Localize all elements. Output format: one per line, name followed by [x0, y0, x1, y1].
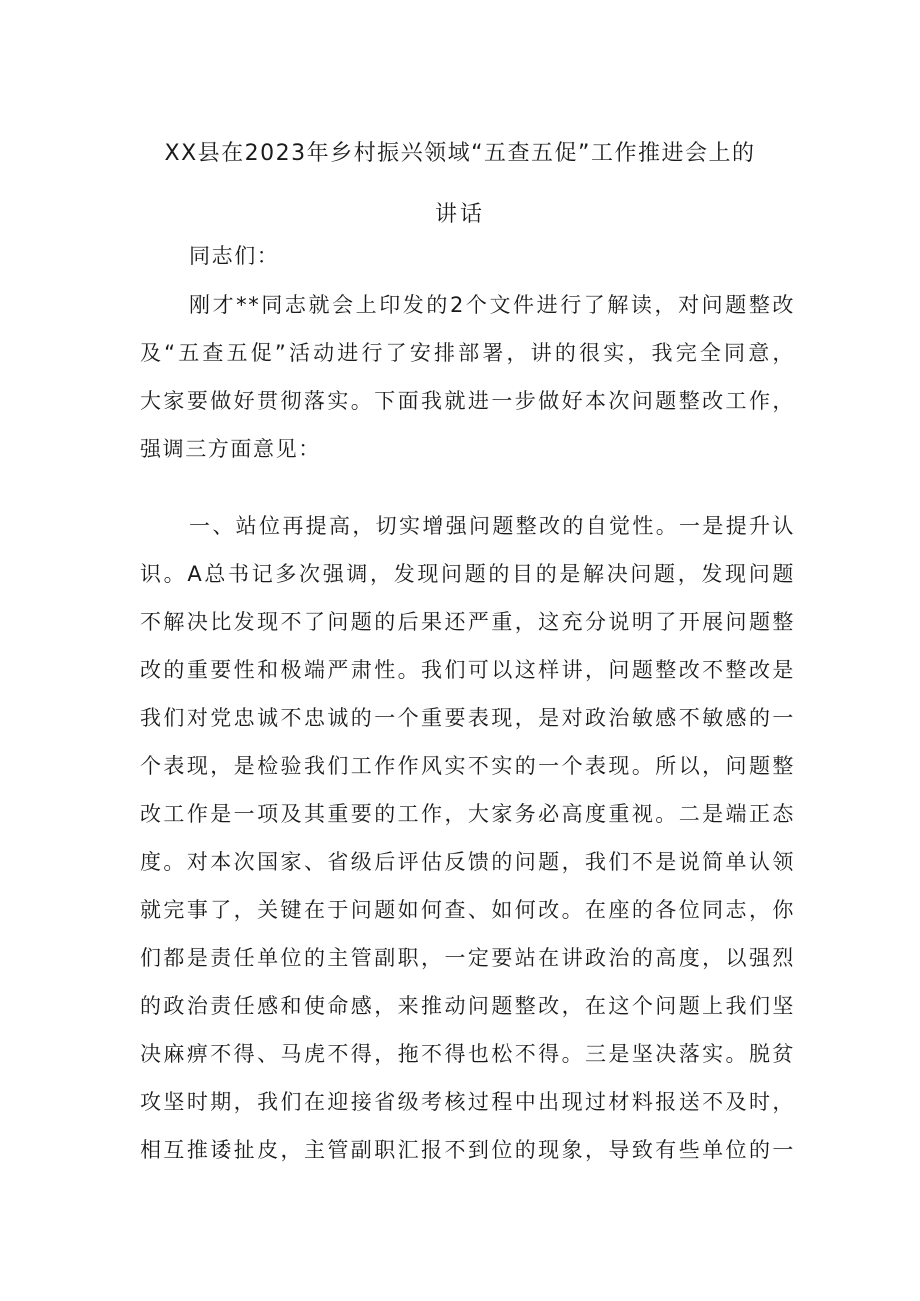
salutation: 同志们： [189, 244, 280, 268]
document-title-line-1: XX县在2023年乡村振兴领域“五查五促”工作推进会上的 [164, 141, 756, 166]
paragraph-1-line-3: 大家要做好贯彻落实。下面我就进一步做好本次问题整改工作， [140, 389, 795, 413]
paragraph-2-line-12: 决麻痹不得、马虎不得，拖不得也松不得。三是坚决落实。脱贫 [140, 1042, 795, 1066]
document-title-line-2: 讲话 [434, 202, 485, 227]
paragraph-2-line-2: 识。A总书记多次强调，发现问题的目的是解决问题，发现问题 [140, 562, 795, 586]
paragraph-2-line-13: 攻坚时期，我们在迎接省级考核过程中出现过材料报送不及时， [140, 1090, 795, 1114]
paragraph-2-line-3: 不解决比发现不了问题的后果还严重，这充分说明了开展问题整 [140, 610, 795, 634]
paragraph-2-line-8: 度。对本次国家、省级后评估反馈的问题，我们不是说简单认领 [140, 850, 795, 874]
paragraph-1-line-1: 刚才**同志就会上印发的2个文件进行了解读，对问题整改 [189, 293, 795, 317]
paragraph-2-line-9: 就完事了，关键在于问题如何查、如何改。在座的各位同志，你 [140, 898, 795, 922]
paragraph-2-line-7: 改工作是一项及其重要的工作，大家务必高度重视。二是端正态 [140, 802, 795, 826]
paragraph-2-line-10: 们都是责任单位的主管副职，一定要站在讲政治的高度，以强烈 [140, 946, 795, 970]
paragraph-2-line-14: 相互推诿扯皮，主管副职汇报不到位的现象，导致有些单位的一 [140, 1138, 795, 1162]
paragraph-1-line-4: 强调三方面意见： [140, 437, 321, 461]
paragraph-1-line-2: 及“五查五促”活动进行了安排部署，讲的很实，我完全同意， [140, 341, 795, 365]
paragraph-2-line-1: 一、站位再提高，切实增强问题整改的自觉性。一是提升认 [189, 514, 795, 538]
paragraph-2-line-11: 的政治责任感和使命感，来推动问题整改，在这个问题上我们坚 [140, 994, 795, 1018]
paragraph-2-line-5: 我们对党忠诚不忠诚的一个重要表现，是对政治敏感不敏感的一 [140, 706, 795, 730]
paragraph-2-line-6: 个表现，是检验我们工作作风实不实的一个表现。所以，问题整 [140, 754, 795, 778]
paragraph-2-line-4: 改的重要性和极端严肃性。我们可以这样讲，问题整改不整改是 [140, 658, 795, 682]
